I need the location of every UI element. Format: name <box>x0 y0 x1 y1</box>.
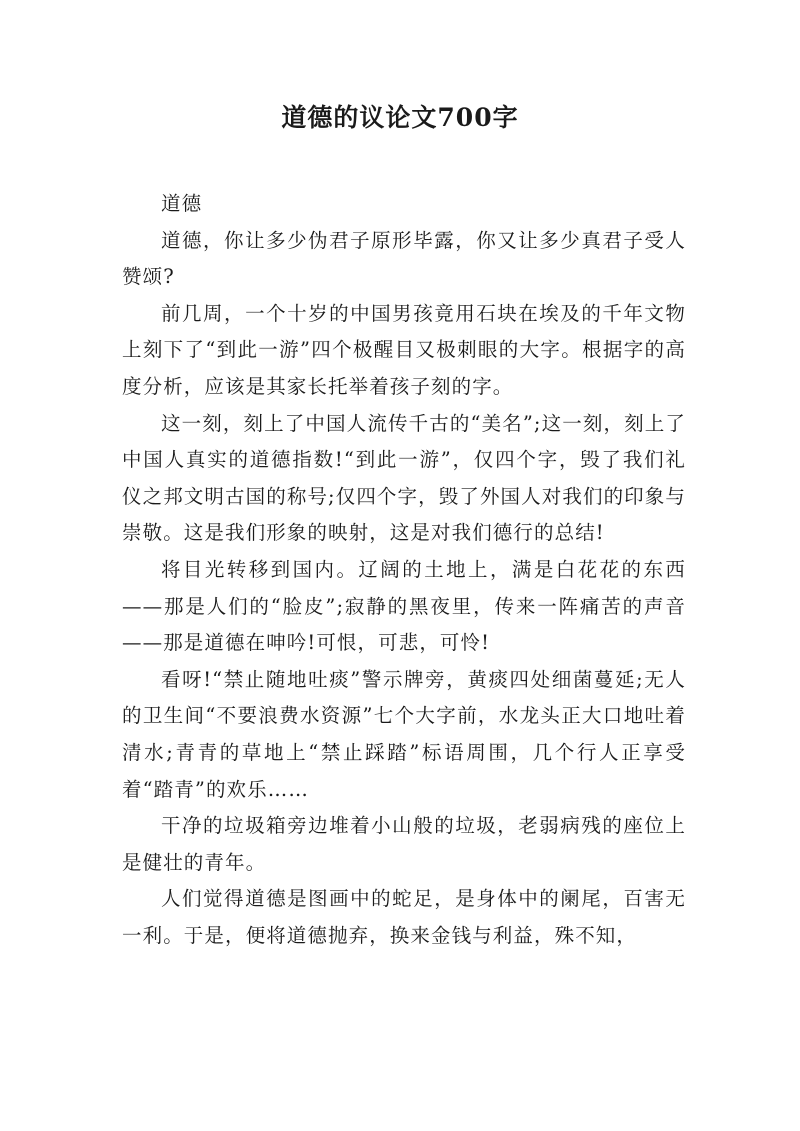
paragraph: 干净的垃圾箱旁边堆着小山般的垃圾，老弱病残的座位上是健壮的青年。 <box>122 814 686 874</box>
paragraph: 人们觉得道德是图画中的蛇足，是身体中的阑尾，百害无一利。于是，便将道德抛弃，换来金钱与利益，殊不知， <box>122 887 686 947</box>
document-title: 道德的议论文700字 <box>281 103 519 132</box>
paragraph: 这一刻，刻上了中国人流传千古的“美名”;这一刻，刻上了中国人真实的道德指数!“到此一游”，仅四个字，毁了我们礼仪之邦文明古国的称号;仅四个字，毁了外国人对我们的印象与崇敬。这是我们形象的映射，这是对我们德行的总结! <box>122 411 686 545</box>
paragraph: 将目光转移到国内。辽阔的土地上，满是白花花的东西——那是人们的“脸皮”;寂静的黑夜里，传来一阵痛苦的声音——那是道德在呻吟!可恨，可悲，可怜! <box>122 557 686 655</box>
paragraph: 前几周，一个十岁的中国男孩竟用石块在埃及的千年文物上刻下了“到此一游”四个极醒目又极刺眼的大字。根据字的高度分析，应该是其家长托举着孩子刻的字。 <box>122 301 686 398</box>
document-body <box>122 186 686 954</box>
paragraph: 看呀!“禁止随地吐痰”警示牌旁，黄痰四处细菌蔓延;无人的卫生间“不要浪费水资源”七个大字前，水龙头正大口地吐着清水;青青的草地上“禁止踩踏”标语周围，几个行人正享受着“踏青”的欢乐…… <box>122 667 686 801</box>
paragraph-heading: 道德 <box>161 192 203 215</box>
paragraph: 道德，你让多少伪君子原形毕露，你又让多少真君子受人赞颂? <box>122 228 686 289</box>
